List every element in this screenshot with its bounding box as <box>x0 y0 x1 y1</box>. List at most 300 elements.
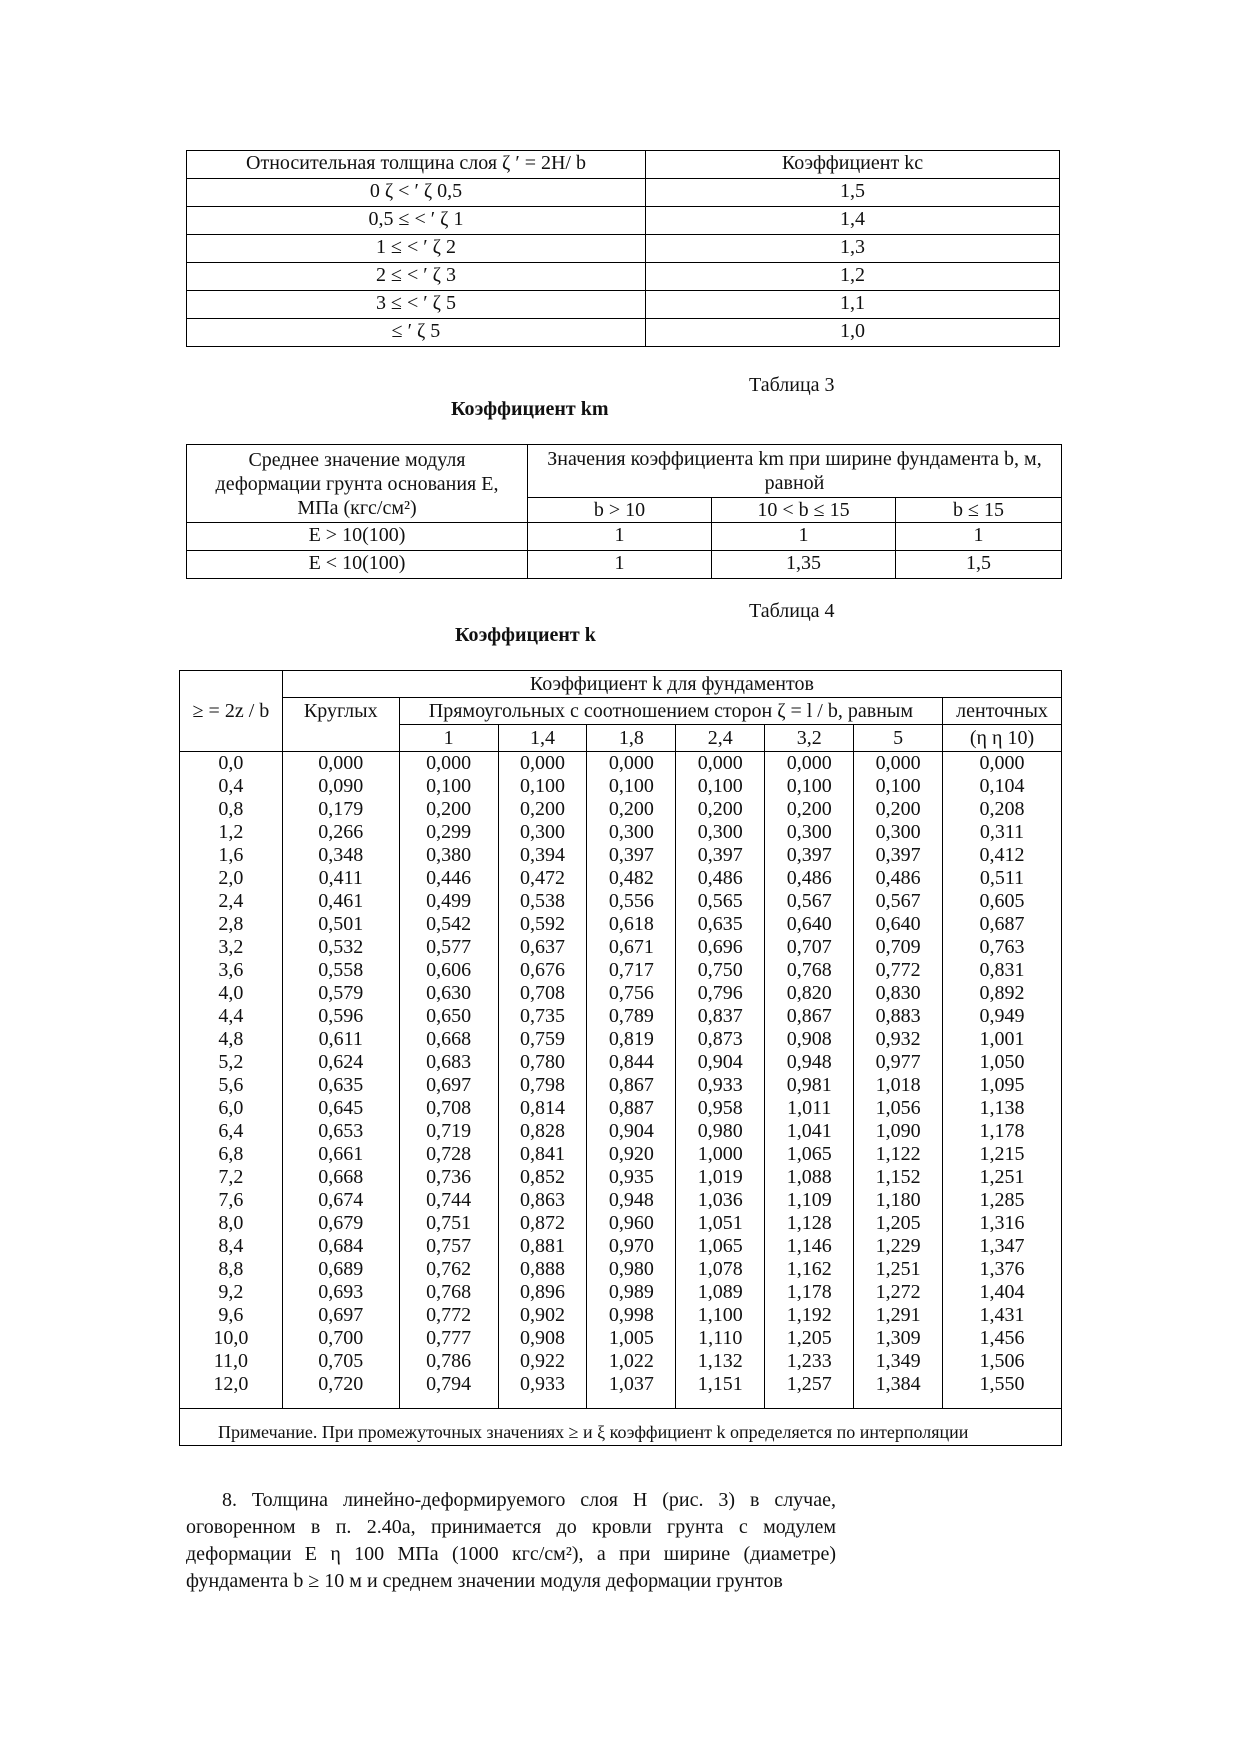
table-k-cell-value: 1,151 <box>676 1373 765 1409</box>
table-k-row <box>180 982 1062 1005</box>
table-km-body <box>187 445 1062 579</box>
table3-number: Таблица 3 <box>749 374 835 396</box>
table-k-cell-value: 0,104 <box>943 775 1062 798</box>
table-k-cell-value: 1,065 <box>676 1235 765 1258</box>
table-k-cell-value: 0,200 <box>765 798 854 821</box>
table-k-header-ratio: 1,8 <box>587 725 676 752</box>
table-k-cell-depth: 3,2 <box>180 936 283 959</box>
table-k-cell-value: 0,989 <box>587 1281 676 1304</box>
table-k-cell-depth: 2,8 <box>180 913 283 936</box>
table-k-cell-value: 0,867 <box>587 1074 676 1097</box>
table-km-subheader-1: b > 10 <box>528 498 712 523</box>
table-kc-row <box>187 179 1060 207</box>
table-k-cell-value: 1,205 <box>765 1327 854 1350</box>
table-k-cell-depth: 1,2 <box>180 821 283 844</box>
table-k-cell-value: 0,579 <box>282 982 399 1005</box>
table-k-cell-value: 1,180 <box>854 1189 943 1212</box>
table-k-cell-value: 0,902 <box>498 1304 587 1327</box>
table-k-row <box>180 936 1062 959</box>
table-k-cell-value: 0,565 <box>676 890 765 913</box>
table-k-cell-value: 1,178 <box>943 1120 1062 1143</box>
table-k-cell-value: 1,257 <box>765 1373 854 1409</box>
table-kc-header-coefficient: Коэффициент kc <box>646 151 1060 179</box>
table-k-cell-value: 0,837 <box>676 1005 765 1028</box>
table-k-cell-depth: 5,6 <box>180 1074 283 1097</box>
table-k-cell-depth: 6,4 <box>180 1120 283 1143</box>
table-k-cell-value: 1,215 <box>943 1143 1062 1166</box>
table-k-cell-value: 1,056 <box>854 1097 943 1120</box>
table-k-cell-value: 1,065 <box>765 1143 854 1166</box>
table-k-cell-value: 1,095 <box>943 1074 1062 1097</box>
table-k-cell-value: 0,697 <box>282 1304 399 1327</box>
table-k-cell-value: 0,394 <box>498 844 587 867</box>
table-k-cell-value: 0,932 <box>854 1028 943 1051</box>
table-k-header-ratio: 2,4 <box>676 725 765 752</box>
table-km-cell-modulus: E < 10(100) <box>187 551 528 579</box>
table-k-cell-value: 0,300 <box>587 821 676 844</box>
table-k-cell-value: 0,830 <box>854 982 943 1005</box>
table-km-cell-value: 1 <box>896 523 1062 551</box>
table-k-cell-value: 0,412 <box>943 844 1062 867</box>
table-k-cell-value: 0,763 <box>943 936 1062 959</box>
table-k-cell-value: 0,499 <box>399 890 498 913</box>
table-k-cell-value: 0,674 <box>282 1189 399 1212</box>
table-k-note-row <box>180 1409 1062 1446</box>
table-k-cell-value: 0,299 <box>399 821 498 844</box>
table-kc-cell-coefficient: 1,3 <box>646 235 1060 263</box>
table-k-cell-value: 0,744 <box>399 1189 498 1212</box>
table-k-cell-value: 1,001 <box>943 1028 1062 1051</box>
table-k-cell-value: 0,605 <box>943 890 1062 913</box>
table-k-cell-value: 0,920 <box>587 1143 676 1166</box>
table-k-row <box>180 752 1062 776</box>
table-k-cell-value: 0,908 <box>765 1028 854 1051</box>
table-k-cell-value: 0,630 <box>399 982 498 1005</box>
table-k-cell-value: 0,981 <box>765 1074 854 1097</box>
table-k-cell-value: 0,300 <box>854 821 943 844</box>
table-k-cell-value: 1,291 <box>854 1304 943 1327</box>
table-k-cell-value: 0,100 <box>676 775 765 798</box>
table-k-cell-depth: 2,0 <box>180 867 283 890</box>
table-k-cell-value: 0,676 <box>498 959 587 982</box>
table-k-cell-value: 0,380 <box>399 844 498 867</box>
table-k-cell-value: 0,486 <box>765 867 854 890</box>
table-k-cell-value: 1,088 <box>765 1166 854 1189</box>
table-km-cell-value: 1,35 <box>712 551 896 579</box>
table-k-cell-value: 0,689 <box>282 1258 399 1281</box>
table-k-cell-value: 0,486 <box>676 867 765 890</box>
table-k-row <box>180 913 1062 936</box>
table-k-cell-value: 1,178 <box>765 1281 854 1304</box>
table-k-cell-value: 0,472 <box>498 867 587 890</box>
table-k-cell-value: 0,668 <box>282 1166 399 1189</box>
paragraph-item-8 <box>186 1487 836 1595</box>
table-k-cell-value: 0,772 <box>399 1304 498 1327</box>
table-k-cell-value: 1,347 <box>943 1235 1062 1258</box>
table-k-row <box>180 821 1062 844</box>
table-k-cell-value: 0,887 <box>587 1097 676 1120</box>
table-k-cell-value: 0,777 <box>399 1327 498 1350</box>
table-k-cell-depth: 1,6 <box>180 844 283 867</box>
table-k-cell-value: 0,482 <box>587 867 676 890</box>
table-k-cell-value: 0,935 <box>587 1166 676 1189</box>
table-k-cell-value: 0,200 <box>854 798 943 821</box>
table-k-cell-value: 0,100 <box>498 775 587 798</box>
table-kc-cell-thickness: 3 ≤ < ′ ζ 5 <box>187 291 646 319</box>
table4-title: Коэффициент k <box>455 624 596 646</box>
table-k-cell-value: 0,397 <box>765 844 854 867</box>
table-k-cell-value: 0,266 <box>282 821 399 844</box>
table-k-cell-value: 1,022 <box>587 1350 676 1373</box>
table-k-cell-value: 0,618 <box>587 913 676 936</box>
table-k-cell-value: 0,933 <box>676 1074 765 1097</box>
table-k-cell-value: 0,948 <box>765 1051 854 1074</box>
table-k-cell-value: 0,852 <box>498 1166 587 1189</box>
table-k-cell-value: 0,708 <box>399 1097 498 1120</box>
table-k-cell-depth: 2,4 <box>180 890 283 913</box>
table-k-cell-value: 0,867 <box>765 1005 854 1028</box>
table-k-cell-value: 1,100 <box>676 1304 765 1327</box>
table-k-row <box>180 1028 1062 1051</box>
table-kc-body <box>187 151 1060 347</box>
table-k-cell-value: 1,122 <box>854 1143 943 1166</box>
table-k-cell-value: 0,789 <box>587 1005 676 1028</box>
table-k-cell-value: 1,376 <box>943 1258 1062 1281</box>
table-k-cell-value: 0,200 <box>676 798 765 821</box>
table-k-cell-value: 0,708 <box>498 982 587 1005</box>
table-k-header-group: Коэффициент k для фундаментов <box>282 671 1061 698</box>
table-k-row <box>180 1143 1062 1166</box>
table-k-cell-value: 0,768 <box>765 959 854 982</box>
table-k-cell-value: 0,960 <box>587 1212 676 1235</box>
table-kc-cell-coefficient: 1,4 <box>646 207 1060 235</box>
table-k-cell-depth: 4,4 <box>180 1005 283 1028</box>
table-k-cell-value: 0,948 <box>587 1189 676 1212</box>
table-k-cell-value: 1,205 <box>854 1212 943 1235</box>
table-k-cell-value: 0,881 <box>498 1235 587 1258</box>
table-k-cell-value: 0,567 <box>765 890 854 913</box>
table-k-cell-value: 0,671 <box>587 936 676 959</box>
table-k-cell-value: 0,762 <box>399 1258 498 1281</box>
table-k-cell-value: 1,146 <box>765 1235 854 1258</box>
table-k-cell-value: 0,179 <box>282 798 399 821</box>
table-km-row <box>187 551 1062 579</box>
table-k-cell-value: 0,000 <box>765 752 854 776</box>
table-k-cell-value: 0,558 <box>282 959 399 982</box>
table-k-cell-value: 0,820 <box>765 982 854 1005</box>
table-k-row <box>180 844 1062 867</box>
table-k-cell-value: 0,933 <box>498 1373 587 1409</box>
table-k-cell-value: 0,650 <box>399 1005 498 1028</box>
table-k-cell-value: 0,828 <box>498 1120 587 1143</box>
table-km-cell-modulus: E > 10(100) <box>187 523 528 551</box>
table-k-cell-value: 1,051 <box>676 1212 765 1235</box>
table-k-cell-depth: 9,6 <box>180 1304 283 1327</box>
table3-title: Коэффициент km <box>451 398 609 420</box>
table-kc-cell-thickness: ≤ ′ ζ 5 <box>187 319 646 347</box>
table-k-cell-depth: 10,0 <box>180 1327 283 1350</box>
table-k-cell-value: 0,873 <box>676 1028 765 1051</box>
table-k-cell-value: 0,872 <box>498 1212 587 1235</box>
table-k-cell-value: 0,958 <box>676 1097 765 1120</box>
table-kc-cell-coefficient: 1,5 <box>646 179 1060 207</box>
table-k-cell-value: 0,707 <box>765 936 854 959</box>
table-k-cell-value: 0,624 <box>282 1051 399 1074</box>
table-k-cell-value: 0,831 <box>943 959 1062 982</box>
table-k-cell-value: 0,904 <box>676 1051 765 1074</box>
table-k-cell-value: 0,653 <box>282 1120 399 1143</box>
table-k-header-strip: ленточных <box>943 698 1062 725</box>
table-k-cell-value: 1,456 <box>943 1327 1062 1350</box>
table-k-cell-depth: 0,0 <box>180 752 283 776</box>
table-k-body <box>180 671 1062 1446</box>
table-kc-header-row <box>187 151 1060 179</box>
table-k-cell-value: 0,000 <box>399 752 498 776</box>
table-k-cell-value: 1,110 <box>676 1327 765 1350</box>
table-k-header-ratio: 3,2 <box>765 725 854 752</box>
table-k-cell-depth: 5,2 <box>180 1051 283 1074</box>
table-k-cell-value: 1,036 <box>676 1189 765 1212</box>
table-k-cell-value: 0,863 <box>498 1189 587 1212</box>
table-k-cell-value: 0,759 <box>498 1028 587 1051</box>
table-k-cell-value: 0,542 <box>399 913 498 936</box>
table-k-header-strip-sub: (η η 10) <box>943 725 1062 752</box>
table-k-header-ratio: 1,4 <box>498 725 587 752</box>
table-k-row <box>180 1281 1062 1304</box>
table-k-cell-value: 0,679 <box>282 1212 399 1235</box>
table-k-cell-value: 1,152 <box>854 1166 943 1189</box>
table-k-cell-depth: 8,4 <box>180 1235 283 1258</box>
table-kc-header-thickness: Относительная толщина слоя ζ ′ = 2H/ b <box>187 151 646 179</box>
table-k-cell-value: 0,780 <box>498 1051 587 1074</box>
table-k-cell-value: 1,251 <box>854 1258 943 1281</box>
table4-number: Таблица 4 <box>749 600 835 622</box>
table-k-cell-value: 1,251 <box>943 1166 1062 1189</box>
table-k-cell-value: 1,431 <box>943 1304 1062 1327</box>
table-k-cell-value: 0,611 <box>282 1028 399 1051</box>
table-k-cell-value: 1,090 <box>854 1120 943 1143</box>
table-k-cell-value: 1,272 <box>854 1281 943 1304</box>
table-kc <box>186 150 1060 347</box>
table-k-cell-value: 0,000 <box>854 752 943 776</box>
table-kc-row <box>187 291 1060 319</box>
table-k-row <box>180 1120 1062 1143</box>
table-km-header-modulus: Среднее значение модуля деформации грунта основания E, МПа (кгс/см²) <box>187 445 528 523</box>
table-k-row <box>180 1051 1062 1074</box>
table-kc-row <box>187 263 1060 291</box>
table-k-cell-depth: 4,8 <box>180 1028 283 1051</box>
table-k-cell-depth: 7,2 <box>180 1166 283 1189</box>
table-k-cell-value: 1,384 <box>854 1373 943 1409</box>
table-km-cell-value: 1 <box>528 551 712 579</box>
table-k-cell-value: 0,709 <box>854 936 943 959</box>
table-k-cell-value: 0,750 <box>676 959 765 982</box>
table-k-cell-depth: 4,0 <box>180 982 283 1005</box>
table-k-cell-value: 0,300 <box>676 821 765 844</box>
table-kc-cell-thickness: 0 ζ < ′ ζ 0,5 <box>187 179 646 207</box>
table-k-cell-value: 0,501 <box>282 913 399 936</box>
table-k-cell-value: 1,041 <box>765 1120 854 1143</box>
table-k-cell-value: 0,100 <box>399 775 498 798</box>
table-k-cell-value: 1,550 <box>943 1373 1062 1409</box>
table-k-cell-value: 1,138 <box>943 1097 1062 1120</box>
table-k-cell-depth: 6,8 <box>180 1143 283 1166</box>
table-k-cell-value: 0,719 <box>399 1120 498 1143</box>
table-k-cell-value: 0,300 <box>765 821 854 844</box>
table-k-note-text: Примечание. При промежуточных значениях ≥ и ξ коэффициент k определяется по интерполяции <box>218 1422 969 1442</box>
table-k-cell-value: 0,606 <box>399 959 498 982</box>
table-k-cell-value: 0,697 <box>399 1074 498 1097</box>
table-k-cell-value: 0,397 <box>587 844 676 867</box>
table-km <box>186 444 1062 579</box>
table-k-row <box>180 1005 1062 1028</box>
table-k-cell-value: 0,998 <box>587 1304 676 1327</box>
table-k-cell-value: 1,089 <box>676 1281 765 1304</box>
table-k-cell-value: 0,683 <box>399 1051 498 1074</box>
table-k-cell-value: 0,970 <box>587 1235 676 1258</box>
table-k-cell-value: 0,844 <box>587 1051 676 1074</box>
table-k-row <box>180 890 1062 913</box>
table-k-row <box>180 1327 1062 1350</box>
table-k-row <box>180 1189 1062 1212</box>
table-k-row <box>180 1097 1062 1120</box>
table-k-row <box>180 1373 1062 1409</box>
table-k-cell-value: 0,661 <box>282 1143 399 1166</box>
table-k-cell-depth: 7,6 <box>180 1189 283 1212</box>
table-k-cell-value: 0,635 <box>676 913 765 936</box>
table-k-cell-value: 0,687 <box>943 913 1062 936</box>
table-k-cell-value: 0,000 <box>587 752 676 776</box>
table-km-subheader-2: 10 < b ≤ 15 <box>712 498 896 523</box>
table-k-cell-value: 0,200 <box>587 798 676 821</box>
table-km-header-row <box>187 445 1062 498</box>
table-k-cell-value: 1,050 <box>943 1051 1062 1074</box>
table-k-cell-value: 0,000 <box>282 752 399 776</box>
table-k-cell-value: 1,019 <box>676 1166 765 1189</box>
table-k-cell-value: 1,192 <box>765 1304 854 1327</box>
table-k-cell-value: 0,696 <box>676 936 765 959</box>
table-k-cell-value: 0,635 <box>282 1074 399 1097</box>
table-k-cell-value: 1,005 <box>587 1327 676 1350</box>
table-k-cell-value: 0,841 <box>498 1143 587 1166</box>
table-k-cell-value: 0,798 <box>498 1074 587 1097</box>
table-km-cell-value: 1 <box>712 523 896 551</box>
table-k-cell-value: 0,720 <box>282 1373 399 1409</box>
table-k-cell-value: 0,300 <box>498 821 587 844</box>
table-k-cell-value: 0,637 <box>498 936 587 959</box>
table-k-cell-depth: 9,2 <box>180 1281 283 1304</box>
table-k-cell-value: 0,486 <box>854 867 943 890</box>
table-k-cell-value: 0,717 <box>587 959 676 982</box>
table-k-cell-depth: 12,0 <box>180 1373 283 1409</box>
table-k-cell-value: 1,162 <box>765 1258 854 1281</box>
table-k-cell-value: 0,888 <box>498 1258 587 1281</box>
table-k-cell-value: 0,397 <box>676 844 765 867</box>
table-k-cell-depth: 8,0 <box>180 1212 283 1235</box>
table-k-cell-value: 0,786 <box>399 1350 498 1373</box>
table-kc-row <box>187 207 1060 235</box>
table-k-cell-value: 1,404 <box>943 1281 1062 1304</box>
table-kc-cell-coefficient: 1,2 <box>646 263 1060 291</box>
table-k-cell-value: 0,735 <box>498 1005 587 1028</box>
table-k-cell-value: 1,349 <box>854 1350 943 1373</box>
table-k-row <box>180 798 1062 821</box>
table-k-cell-value: 0,922 <box>498 1350 587 1373</box>
table-k-row <box>180 1166 1062 1189</box>
table-k-header-row-1 <box>180 671 1062 698</box>
table-kc-cell-thickness: 1 ≤ < ′ ζ 2 <box>187 235 646 263</box>
table-k-header-row-2 <box>180 698 1062 725</box>
table-k-cell-value: 0,883 <box>854 1005 943 1028</box>
table-k-cell-value: 1,128 <box>765 1212 854 1235</box>
table-k-cell-value: 0,756 <box>587 982 676 1005</box>
table-km-subheader-3: b ≤ 15 <box>896 498 1062 523</box>
table-k-cell-value: 0,000 <box>498 752 587 776</box>
table-k-cell-value: 0,768 <box>399 1281 498 1304</box>
table-k-note <box>180 1409 1062 1446</box>
table-km-cell-value: 1,5 <box>896 551 1062 579</box>
table-k-cell-value: 0,592 <box>498 913 587 936</box>
table-k-cell-value: 0,311 <box>943 821 1062 844</box>
table-k-cell-value: 0,757 <box>399 1235 498 1258</box>
table-k-cell-value: 0,640 <box>854 913 943 936</box>
paragraph-text: 8. Толщина линейно-деформируемого слоя H (рис. 3) в случае, оговоренном в п. 2.40а, принимается до кровли грунта с модулем деформации E η 100 МПа (1000 кгс/см²), а при ширине (диаметре) фундамента b ≥ 10 м и среднем значении модуля деформации грунтов <box>186 1489 836 1592</box>
table-k-cell-value: 0,980 <box>676 1120 765 1143</box>
table-k-header-ratio: 1 <box>399 725 498 752</box>
table-k-cell-value: 0,977 <box>854 1051 943 1074</box>
table-k-cell-value: 0,000 <box>676 752 765 776</box>
table-k-cell-value: 0,596 <box>282 1005 399 1028</box>
table-k-cell-value: 0,736 <box>399 1166 498 1189</box>
table-k-cell-value: 0,728 <box>399 1143 498 1166</box>
table-k-cell-value: 0,100 <box>587 775 676 798</box>
table-k-cell-depth: 8,8 <box>180 1258 283 1281</box>
table-k-cell-value: 0,751 <box>399 1212 498 1235</box>
table-km-cell-value: 1 <box>528 523 712 551</box>
table-k-cell-value: 0,208 <box>943 798 1062 821</box>
table-k-cell-value: 0,645 <box>282 1097 399 1120</box>
table-k-cell-value: 0,000 <box>943 752 1062 776</box>
table-k-cell-value: 0,796 <box>676 982 765 1005</box>
table-k-cell-value: 0,684 <box>282 1235 399 1258</box>
table-k-header-round: Круглых <box>282 698 399 752</box>
table-k-cell-value: 0,772 <box>854 959 943 982</box>
table-k-cell-value: 0,700 <box>282 1327 399 1350</box>
table-k <box>179 670 1062 1446</box>
table-k-row <box>180 1350 1062 1373</box>
table-k-row <box>180 1235 1062 1258</box>
table-kc-cell-thickness: 0,5 ≤ < ′ ζ 1 <box>187 207 646 235</box>
table-k-cell-value: 0,100 <box>854 775 943 798</box>
table-k-cell-value: 1,037 <box>587 1373 676 1409</box>
table-k-cell-value: 1,285 <box>943 1189 1062 1212</box>
table-k-cell-value: 0,640 <box>765 913 854 936</box>
table-k-row <box>180 1074 1062 1097</box>
table-k-header-rect: Прямоугольных с соотношением сторон ζ = l / b, равным <box>399 698 942 725</box>
table-k-cell-value: 0,556 <box>587 890 676 913</box>
table-kc-row <box>187 235 1060 263</box>
table-k-row <box>180 1258 1062 1281</box>
table-k-cell-value: 0,348 <box>282 844 399 867</box>
table-k-row <box>180 1212 1062 1235</box>
table-k-cell-value: 1,000 <box>676 1143 765 1166</box>
table-k-cell-value: 1,309 <box>854 1327 943 1350</box>
table-k-cell-value: 1,229 <box>854 1235 943 1258</box>
table-k-row <box>180 959 1062 982</box>
table-k-cell-value: 1,506 <box>943 1350 1062 1373</box>
table-k-cell-value: 1,018 <box>854 1074 943 1097</box>
table-k-cell-value: 0,461 <box>282 890 399 913</box>
